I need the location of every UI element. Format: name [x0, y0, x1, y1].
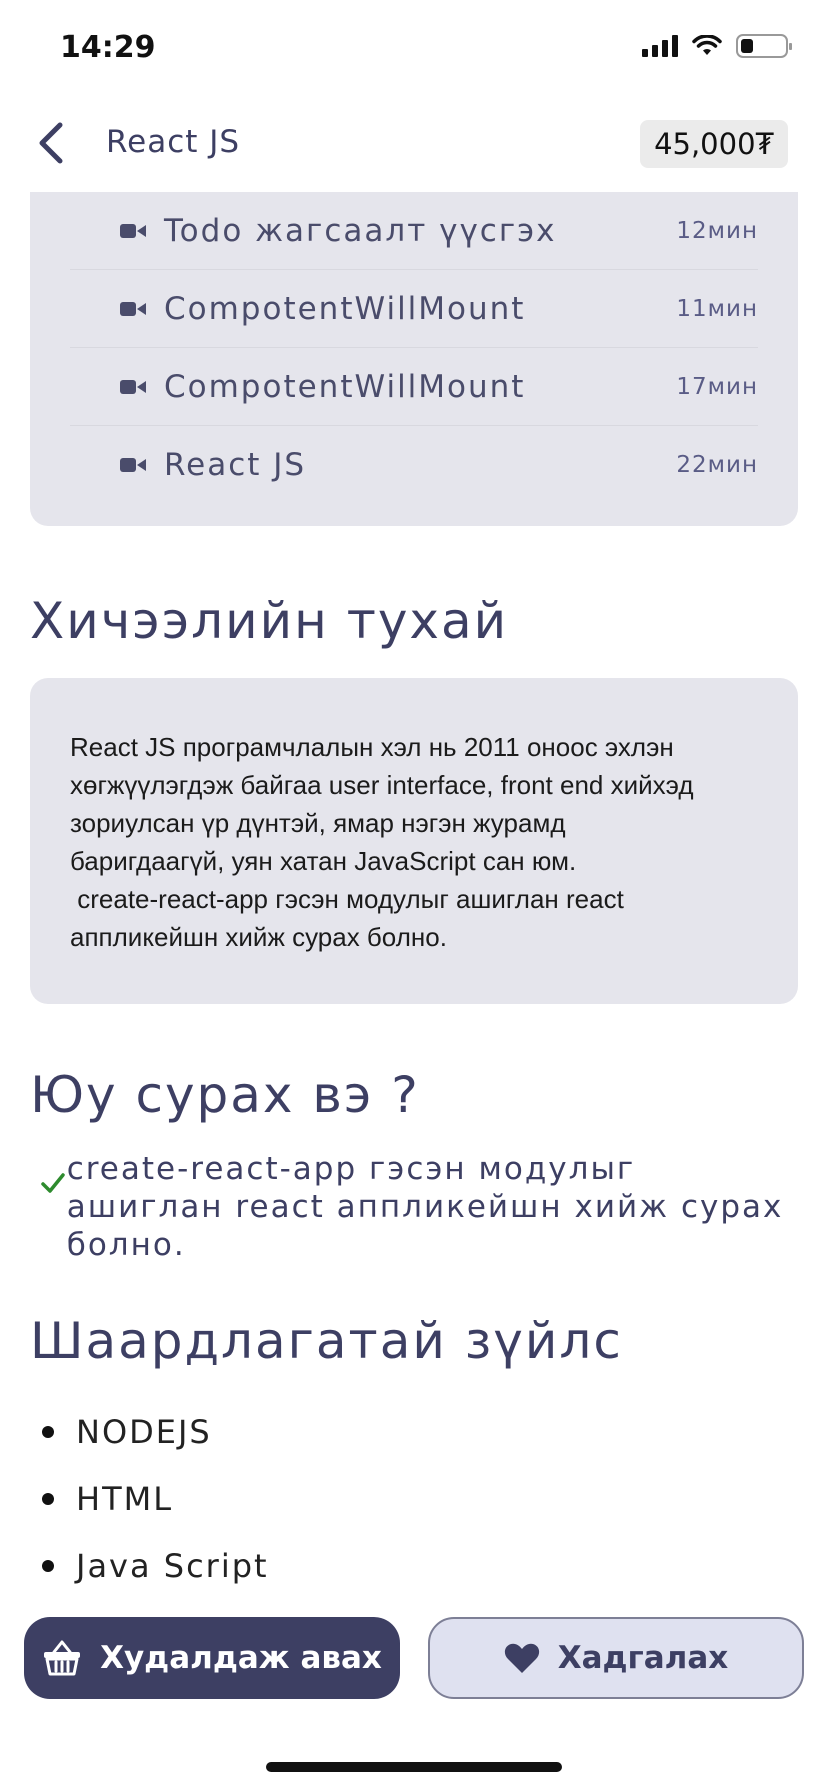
- lesson-title: Todo жагсаалт үүсгэх: [164, 212, 557, 249]
- price-badge: 45,000₮: [640, 120, 788, 168]
- status-bar: [0, 0, 828, 100]
- video-camera-icon: [120, 220, 146, 242]
- about-title: Хичээлийн тухай: [30, 592, 509, 650]
- about-text: React JS програмчлалын хэл нь 2011 оноос эхлэн хөгжүүлэгдэж байгаа user interface, front end хийхэд зориулсан үр дүнтэй, ямар нэгэн журамд баригдаагүй, уян хатан JavaScript сан юм. create-react-app гэсэн модулыг ашиглан react аппликейшн хийж сурах болно.: [70, 732, 694, 952]
- lessons-list: [30, 192, 798, 526]
- basket-icon: [42, 1640, 82, 1676]
- lesson-duration: 17мин: [676, 373, 758, 400]
- lesson-item[interactable]: [70, 426, 758, 504]
- checkmark-icon: [40, 1172, 67, 1264]
- save-button[interactable]: [428, 1617, 804, 1699]
- requirement-item: [40, 1532, 269, 1599]
- buy-button[interactable]: [24, 1617, 400, 1699]
- buy-button-label: Худалдаж авах: [100, 1640, 382, 1676]
- wifi-icon: [692, 35, 722, 57]
- requirement-item: [40, 1465, 269, 1532]
- lesson-duration: 22мин: [676, 452, 758, 478]
- requirement-label: HTML: [76, 1479, 174, 1518]
- chevron-left-icon: [36, 121, 64, 165]
- requirements-title: Шаардлагатай зүйлс: [30, 1312, 623, 1370]
- learn-item: [40, 1150, 800, 1264]
- back-button[interactable]: [30, 118, 70, 168]
- learn-title: Юу сурах вэ ?: [30, 1066, 420, 1124]
- lesson-item[interactable]: [70, 348, 758, 426]
- status-icons: [642, 34, 788, 58]
- lesson-title: CompotentWillMount: [164, 290, 526, 327]
- video-camera-icon: [120, 454, 146, 476]
- status-time: 14:29: [60, 30, 156, 65]
- learn-item-text: create-react-app гэсэн модулыг ашиглан react аппликейшн хийж сурах болно.: [66, 1151, 784, 1263]
- page-title: React JS: [106, 124, 241, 160]
- requirement-label: NODEJS: [76, 1412, 212, 1451]
- lesson-duration: 12мин: [676, 217, 758, 244]
- video-camera-icon: [120, 376, 146, 398]
- heart-icon: [504, 1642, 540, 1674]
- requirements-list: [40, 1398, 269, 1599]
- battery-icon: [736, 34, 788, 58]
- requirement-label: Java Script: [76, 1546, 269, 1585]
- bullet-icon: [42, 1560, 54, 1572]
- lesson-item[interactable]: [70, 192, 758, 270]
- nav-header: [0, 96, 828, 192]
- lesson-item[interactable]: [70, 270, 758, 348]
- save-button-label: Хадгалах: [557, 1640, 729, 1676]
- video-camera-icon: [120, 298, 146, 320]
- bullet-icon: [42, 1426, 54, 1438]
- about-card: [30, 678, 798, 1004]
- lesson-title: React JS: [164, 447, 307, 483]
- bullet-icon: [42, 1493, 54, 1505]
- cellular-signal-icon: [642, 35, 678, 57]
- lesson-title: CompotentWillMount: [164, 368, 526, 405]
- requirement-item: [40, 1398, 269, 1465]
- home-indicator: [266, 1762, 562, 1772]
- lesson-duration: 11мин: [676, 295, 758, 322]
